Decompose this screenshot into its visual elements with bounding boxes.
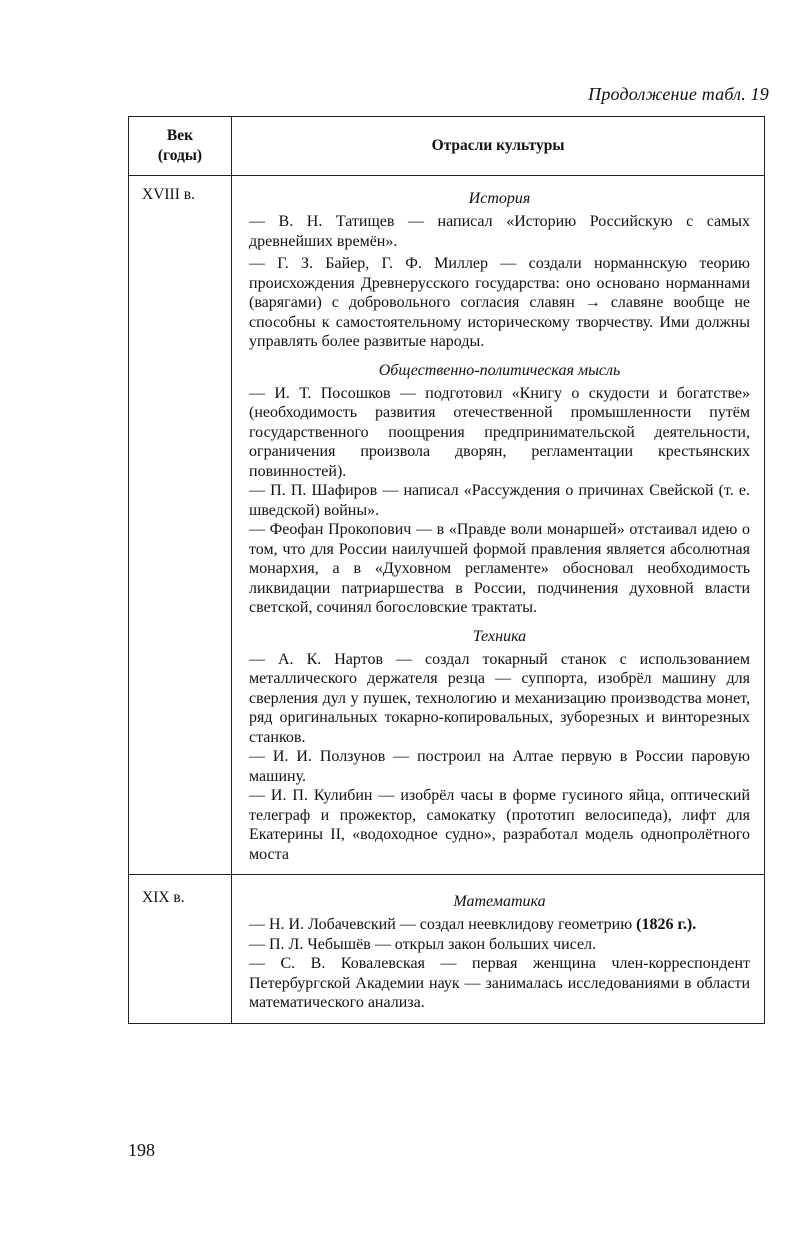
header-branches-label: Отрасли культуры [431, 137, 565, 154]
century-cell: XIX в. [129, 875, 232, 1023]
technology-paragraph: — И. П. Кулибин — изобрёл часы в форме гусиного яйца, оптический телеграф и прожектор, самокатку (прототип велосипеда), лифт для Екатерины II, «водоходное судно», разработал модель однопролётного моста [249, 787, 750, 863]
political-thought-paragraph: — Феофан Прокопович — в «Правде воли монаршей» отстаивал идею о том, что для России наилучшей формой правления является абсолютная монархия, а в «Духовном регламенте» обосновал необходимость ликвидации патриаршества в России, подчинения духовной власти светской, сочинял богословские трактаты. [249, 521, 750, 616]
culture-table [128, 116, 765, 1024]
table-row-xix [129, 874, 764, 1023]
table-continuation-caption: Продолжение табл. 19 [588, 84, 769, 104]
lobachevsky-year: (1826 г.). [636, 916, 697, 933]
section-title-mathematics: Математика [453, 893, 546, 910]
technology-paragraph: — И. И. Ползунов — построил на Алтае первую в России паровую машину. [249, 748, 750, 785]
mathematics-paragraph [249, 915, 750, 935]
header-years-label: (годы) [157, 147, 203, 164]
table-header-row [129, 117, 764, 175]
history-paragraph: — Г. З. Байер, Г. Ф. Миллер — создали норманнскую теорию происхождения Древнерусского государства: оно основано норманнами (варягами) с добровольного согласия славян → славяне вообще не способны к самостоятельному историческому творчеству. Ими должны управлять более развитые народы. [249, 255, 750, 350]
technology-paragraph: — А. К. Нартов — создал токарный станок с использованием металлического держателя резца — суппорта, изобрёл машину для сверления дул у пушек, технологию и механизацию производства монет, ряд оригинальных токарно-копировальных, зуборезных и винторезных станков. [249, 650, 750, 746]
branches-cell [232, 875, 764, 1023]
table-row-xviii [129, 175, 764, 874]
page-number: 198 [128, 1140, 155, 1160]
section-title-technology: Техника [472, 627, 527, 645]
section-title-history: История [468, 190, 531, 207]
political-thought-paragraph: — И. Т. Посошков — подготовил «Книгу о скудости и богатстве» (необходимость развития отечественной промышленности путём государственного поощрения предпринимательской деятельности, ограничения произвола дворян, регламентации крестьянских повинностей). [249, 384, 750, 480]
history-paragraph: — В. Н. Татищев — написал «Историю Российскую с самых древнейших времён». [249, 213, 750, 250]
political-thought-paragraph: — П. П. Шафиров — написал «Рассуждения о причинах Свейской (т. е. шведской) войны». [249, 482, 750, 519]
header-century-cell [129, 117, 232, 175]
mathematics-paragraph: — П. Л. Чебышёв — открыл закон больших чисел. [249, 935, 597, 953]
branches-cell [232, 176, 764, 874]
lobachevsky-text: — Н. И. Лобачевский — создал неевклидову геометрию [249, 916, 633, 933]
century-cell: XVIII в. [129, 176, 232, 874]
header-century-label: Век [166, 127, 194, 144]
section-title-political-thought: Общественно-политическая мысль [378, 361, 621, 379]
header-branches-cell [232, 117, 764, 175]
mathematics-paragraph: — С. В. Ковалевская — первая женщина член-корреспондент Петербургской Академии наук — занималась исследованиями в области математического анализа. [249, 955, 750, 1011]
